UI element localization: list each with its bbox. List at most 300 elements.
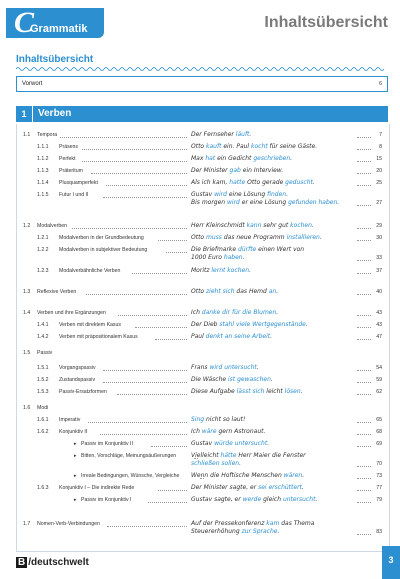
toc-page: 73 [376, 473, 382, 479]
toc-label: Verben mit präpositionalem Kasus [59, 334, 138, 340]
example-line [191, 472, 367, 480]
example-sentence [191, 179, 367, 187]
example-highlight: schließen sollen [191, 460, 240, 467]
example-text: Herr Maier die Fenster [236, 452, 306, 459]
example-text: Max [191, 155, 206, 162]
triangle-bullet-icon: ▸ [74, 473, 77, 479]
example-text: . [249, 267, 251, 274]
toc-number: 1.1 [23, 132, 31, 138]
example-highlight: sich [222, 288, 235, 295]
example-sentence [191, 364, 367, 372]
example-text: Als ich kam, [191, 179, 230, 186]
page-number: 3 [388, 555, 394, 565]
toc-row[interactable] [17, 452, 389, 470]
example-text: gleich [261, 496, 283, 503]
example-highlight: läuft [235, 131, 250, 138]
toc-row[interactable] [17, 520, 389, 538]
example-highlight: geduscht [285, 179, 313, 186]
example-text: leicht [264, 388, 285, 395]
example-line [191, 222, 367, 230]
toc-number: 1.1.1 [37, 144, 49, 150]
dot-leader [357, 490, 371, 491]
dot-leader [357, 370, 371, 371]
dot-leader [357, 173, 371, 174]
toc-number: 1.1.2 [37, 156, 49, 162]
toc-row[interactable] [17, 428, 389, 438]
example-text: . [256, 364, 259, 371]
example-highlight: kam [266, 520, 280, 527]
toc-page: 33 [376, 255, 382, 261]
example-highlight: sei [258, 484, 267, 491]
example-highlight: danke dir für [201, 309, 241, 316]
toc-row[interactable] [17, 364, 389, 374]
tab-letter: C [14, 6, 35, 39]
example-text: . [305, 321, 308, 328]
toc-label: Imperativ [59, 417, 81, 423]
toc-row[interactable] [17, 167, 389, 177]
toc-page: 69 [376, 441, 382, 447]
toc-number: 1.6.1 [37, 417, 49, 423]
example-line [191, 234, 367, 242]
example-text: Die Briefmarke [191, 246, 239, 253]
toc-page: 47 [376, 334, 382, 340]
example-text: . [277, 528, 280, 535]
toc-label: Modalverbähnliche Verben [59, 268, 121, 274]
example-sentence [191, 416, 367, 424]
toc-label: Passiv-Ersatzformen [59, 389, 107, 395]
dot-leader [91, 173, 187, 174]
example-highlight: lernt [211, 267, 226, 274]
logo-text: /deutschwelt [28, 557, 89, 568]
example-line [191, 254, 367, 262]
dot-leader [72, 228, 187, 229]
example-text: . [242, 254, 245, 261]
toc-row[interactable] [17, 267, 389, 277]
dot-leader [357, 339, 371, 340]
dot-leader [135, 327, 188, 328]
dot-leader [357, 327, 371, 328]
example-highlight: finden [267, 191, 287, 198]
example-text: Der Dieb [191, 321, 220, 328]
example-sentence [191, 452, 367, 468]
example-text: Herr Kleinschmidt [191, 222, 247, 229]
triangle-bullet-icon: ▸ [74, 453, 77, 459]
toc-number: 1.7 [23, 521, 31, 527]
toc-label: Zustandspassiv [59, 377, 96, 383]
example-sentence [191, 191, 367, 207]
example-text: . [276, 288, 279, 295]
toc-number: 1.1.3 [37, 168, 49, 174]
example-text: Paul [191, 333, 206, 340]
dot-leader [357, 260, 371, 261]
example-text: Otto gerade [245, 179, 286, 186]
toc-row[interactable] [17, 349, 389, 359]
dot-leader [151, 446, 187, 447]
example-highlight: installieren [286, 234, 320, 241]
example-highlight: wäre [201, 428, 217, 435]
example-sentence [191, 321, 367, 329]
toc-label: Nomen-Verb-Verbindungen [37, 521, 100, 527]
chapter-number: 1 [16, 106, 33, 122]
toc-page: 20 [376, 168, 382, 174]
toc-row[interactable] [17, 288, 389, 298]
toc-label: Bitten, Vorschläge, Meinungsäußerungen [81, 453, 177, 459]
toc-number: 1.5.3 [37, 389, 49, 395]
example-text: sehr gut [261, 222, 291, 229]
toc-label: Perfekt [59, 156, 76, 162]
toc-row[interactable] [17, 472, 389, 482]
example-highlight: dürfte [238, 246, 257, 253]
dot-leader [357, 240, 371, 241]
example-highlight: die Blumen [242, 309, 277, 316]
example-highlight: hätte [220, 452, 237, 459]
example-text: . [286, 191, 288, 198]
vorwort-label: Vorwort [22, 81, 43, 87]
tab-label: Grammatik [30, 23, 88, 35]
dot-leader [357, 446, 371, 447]
toc-number: 1.5 [23, 350, 31, 356]
toc-number: 1.5.2 [37, 377, 49, 383]
example-text: Bis morgen [191, 199, 228, 206]
example-highlight: kocht [251, 143, 268, 150]
example-text: . [276, 309, 279, 316]
example-sentence [191, 167, 367, 175]
example-text: 1000 Euro [191, 254, 224, 261]
example-text: ein Gedicht [215, 155, 254, 162]
example-highlight: wird [227, 199, 240, 206]
example-text: Ich [191, 309, 202, 316]
example-highlight: viele Wertgegenstände [235, 321, 306, 328]
dot-leader [107, 526, 187, 527]
toc-number: 1.6.2 [37, 429, 49, 435]
example-text: einen Wert von [256, 246, 305, 253]
dot-leader [158, 490, 187, 491]
example-text: . [249, 131, 252, 138]
dot-leader [82, 161, 187, 162]
dot-leader [357, 228, 371, 229]
example-sentence [191, 288, 367, 296]
toc-row[interactable] [17, 416, 389, 426]
example-line [191, 460, 367, 468]
example-highlight: seine Arbeit [234, 333, 271, 340]
dot-leader [357, 434, 371, 435]
example-highlight: wird [209, 364, 223, 371]
toc-label: Modalverben in subjektiver Bedeutung [59, 247, 148, 253]
example-text: . [270, 333, 273, 340]
example-highlight: wären [283, 472, 303, 479]
example-line [191, 191, 367, 199]
toc-number: 1.6 [23, 405, 31, 411]
toc-page: 79 [376, 497, 382, 503]
example-highlight: ist [228, 376, 236, 383]
example-text: für seine Gäste. [267, 143, 318, 150]
dot-leader [357, 534, 371, 535]
example-highlight: haben [223, 254, 243, 261]
dot-leader [148, 502, 187, 503]
example-highlight: kochen [227, 267, 250, 274]
example-text: gern Astronaut. [216, 428, 266, 435]
example-line [191, 428, 367, 436]
toc-label: Verben und ihre Ergänzungen [37, 310, 106, 316]
vorwort-entry[interactable] [16, 76, 388, 92]
toc-label: Reflexive Verben [37, 289, 77, 295]
dot-leader [357, 478, 371, 479]
dot-leader [82, 149, 187, 150]
publisher-logo [16, 557, 89, 568]
dot-leader [357, 394, 371, 395]
example-sentence [191, 484, 367, 492]
dot-leader [357, 422, 371, 423]
toc-page: 54 [376, 365, 382, 371]
example-highlight: zieht [206, 288, 221, 295]
example-line [191, 416, 367, 424]
toc-number: 1.2.2 [37, 247, 49, 253]
toc-row[interactable] [17, 376, 389, 386]
example-sentence [191, 234, 367, 242]
toc-row[interactable] [17, 388, 389, 398]
example-highlight: untersucht [282, 496, 316, 503]
example-line [191, 288, 367, 296]
example-text: Gustav [191, 191, 215, 198]
example-text: das Thema [279, 520, 315, 527]
example-line [191, 452, 367, 460]
example-line [191, 143, 367, 151]
example-highlight: zur Sprache [241, 528, 278, 535]
example-sentence [191, 472, 367, 480]
example-text: eine Lösung [226, 191, 268, 198]
dot-leader [357, 382, 371, 383]
example-line [191, 155, 367, 163]
dot-leader [357, 137, 371, 138]
toc-label: Futur I und II [59, 192, 89, 198]
toc-page: 7 [379, 132, 382, 138]
toc-page: 27 [376, 200, 382, 206]
example-text: . [319, 234, 322, 241]
example-text: . [239, 460, 241, 467]
dot-leader [357, 205, 371, 206]
toc-label: Präsens [59, 144, 79, 150]
chapter-header[interactable] [16, 106, 388, 122]
example-text: Ich [191, 428, 202, 435]
example-text: . [312, 179, 315, 186]
example-sentence [191, 428, 367, 436]
toc-page: 30 [376, 235, 382, 241]
example-line [191, 333, 367, 341]
section-title: Inhaltsübersicht [16, 54, 94, 65]
toc-list [16, 124, 390, 552]
example-highlight: hatte [229, 179, 246, 186]
toc-row[interactable] [17, 155, 389, 165]
example-text: Gustav [191, 440, 215, 447]
example-highlight: wird [214, 191, 227, 198]
toc-page: 8 [379, 144, 382, 150]
toc-page: 65 [376, 417, 382, 423]
example-highlight: geschrieben [253, 155, 291, 162]
toc-row[interactable] [17, 321, 389, 331]
toc-label: Modi [37, 405, 49, 411]
toc-row[interactable] [17, 404, 389, 414]
logo-b: B [18, 557, 26, 568]
toc-row[interactable] [17, 179, 389, 189]
example-line [191, 199, 367, 207]
example-text: . [311, 222, 314, 229]
example-text: das neue Programm [221, 234, 287, 241]
toc-row[interactable] [17, 333, 389, 343]
example-sentence [191, 333, 367, 341]
toc-page: 83 [376, 529, 382, 535]
example-highlight: an [268, 288, 277, 295]
toc-label: Modalverben in der Grundbedeutung [59, 235, 144, 241]
toc-number: 1.2.3 [37, 268, 49, 274]
toc-page: 59 [376, 377, 382, 383]
dot-leader [357, 185, 371, 186]
example-text: . [300, 388, 303, 395]
triangle-bullet-icon: ▸ [74, 497, 77, 503]
example-highlight: kauft [206, 143, 222, 150]
toc-row[interactable] [17, 131, 389, 141]
toc-page: 43 [376, 322, 382, 328]
example-highlight: lösen [284, 388, 301, 395]
toc-page: 43 [376, 310, 382, 316]
toc-page: 15 [376, 156, 382, 162]
example-highlight: untersucht [224, 364, 257, 371]
example-highlight: gab [229, 167, 241, 174]
example-highlight: untersucht [234, 440, 268, 447]
dot-leader [357, 161, 371, 162]
toc-page: 29 [376, 223, 382, 229]
dot-leader [103, 197, 187, 198]
example-sentence [191, 388, 367, 396]
toc-page: 37 [376, 268, 382, 274]
example-highlight: kochen [290, 222, 312, 229]
example-text: Der Minister sagte, er [191, 484, 259, 491]
example-line [191, 309, 367, 317]
toc-row[interactable] [17, 440, 389, 450]
toc-row[interactable] [17, 222, 389, 232]
example-line [191, 388, 367, 396]
example-text: Die Wäsche [191, 376, 228, 383]
triangle-bullet-icon: ▸ [74, 441, 77, 447]
example-sentence [191, 222, 367, 230]
toc-page: 62 [376, 389, 382, 395]
example-line [191, 528, 367, 536]
toc-number: 1.2.1 [37, 235, 49, 241]
dot-leader [103, 382, 187, 383]
example-line [191, 246, 367, 254]
toc-number: 1.5.1 [37, 365, 49, 371]
example-text: . [267, 440, 270, 447]
example-line [191, 321, 367, 329]
example-highlight: stahl [219, 321, 235, 328]
example-sentence [191, 376, 367, 384]
example-line [191, 484, 367, 492]
example-line [191, 496, 367, 504]
example-text: Wenn die Hoftische Menschen [191, 472, 284, 479]
example-sentence [191, 155, 367, 163]
toc-row[interactable] [17, 496, 389, 506]
toc-row[interactable] [17, 143, 389, 153]
example-sentence [191, 267, 367, 275]
toc-row[interactable] [17, 309, 389, 319]
toc-label: Präteritum [59, 168, 83, 174]
toc-label: Tempora [37, 132, 58, 138]
vorwort-page: 6 [379, 81, 382, 87]
dot-leader [357, 466, 371, 467]
toc-label: Vorgangspassiv [59, 365, 96, 371]
toc-page: 70 [376, 461, 382, 467]
example-highlight: hat [205, 155, 216, 162]
dot-leader [357, 273, 371, 274]
dot-leader [132, 273, 187, 274]
dot-leader [155, 339, 187, 340]
header-title: Inhaltsübersicht [264, 14, 388, 31]
dot-leader [103, 370, 187, 371]
example-sentence [191, 246, 367, 262]
dot-leader [158, 240, 187, 241]
toc-label: Passiv im Konjunktiv I [81, 497, 132, 503]
toc-label: Modalverben [37, 223, 67, 229]
toc-page: 77 [376, 485, 382, 491]
toc-number: 1.2 [23, 223, 31, 229]
toc-page: 25 [376, 180, 382, 186]
example-text: Otto [191, 143, 207, 150]
toc-number: 1.4 [23, 310, 31, 316]
example-text: Auf der Pressekonferenz [191, 520, 267, 527]
toc-label: Passiv im Konjunktiv II [81, 441, 133, 447]
toc-label: Passiv [37, 350, 53, 356]
toc-row[interactable] [17, 234, 389, 244]
toc-row[interactable] [17, 484, 389, 494]
example-highlight: denkt an [205, 333, 233, 340]
example-text: Otto [191, 288, 207, 295]
example-text: . [337, 199, 340, 206]
dot-leader [357, 502, 371, 503]
example-text: Der Minister [191, 167, 230, 174]
chapter-title: Verben [38, 108, 72, 119]
example-highlight: gefunden haben [288, 199, 338, 206]
toc-label: Konjunktiv I – Die indirekte Rede [59, 485, 135, 491]
dot-leader [100, 434, 187, 435]
example-line [191, 167, 367, 175]
toc-row[interactable] [17, 246, 389, 264]
example-text: Frans [191, 364, 210, 371]
toc-row[interactable] [17, 191, 389, 209]
example-text: Otto [191, 234, 207, 241]
example-text: Diese Aufgabe [191, 388, 237, 395]
example-text: . [302, 472, 305, 479]
example-text: er eine Lösung [239, 199, 289, 206]
dot-leader [106, 185, 188, 186]
example-text: . [270, 376, 273, 383]
example-line [191, 376, 367, 384]
grammatik-tab [6, 8, 104, 38]
page-number-box [382, 546, 400, 579]
example-text: Gustav sagte, er [191, 496, 243, 503]
dot-leader [117, 394, 187, 395]
example-text: nicht so laut! [204, 416, 246, 423]
dot-leader [357, 315, 371, 316]
dot-leader [86, 294, 187, 295]
example-highlight: Sing [191, 416, 205, 423]
toc-label: Verben mit direktem Kasus [59, 322, 121, 328]
example-sentence [191, 520, 367, 536]
wavy-divider [16, 66, 386, 72]
dot-leader [118, 315, 187, 316]
example-text: ein. Paul [221, 143, 251, 150]
toc-page: 68 [376, 429, 382, 435]
example-text: ein Interview. [240, 167, 284, 174]
page-header [0, 0, 400, 42]
